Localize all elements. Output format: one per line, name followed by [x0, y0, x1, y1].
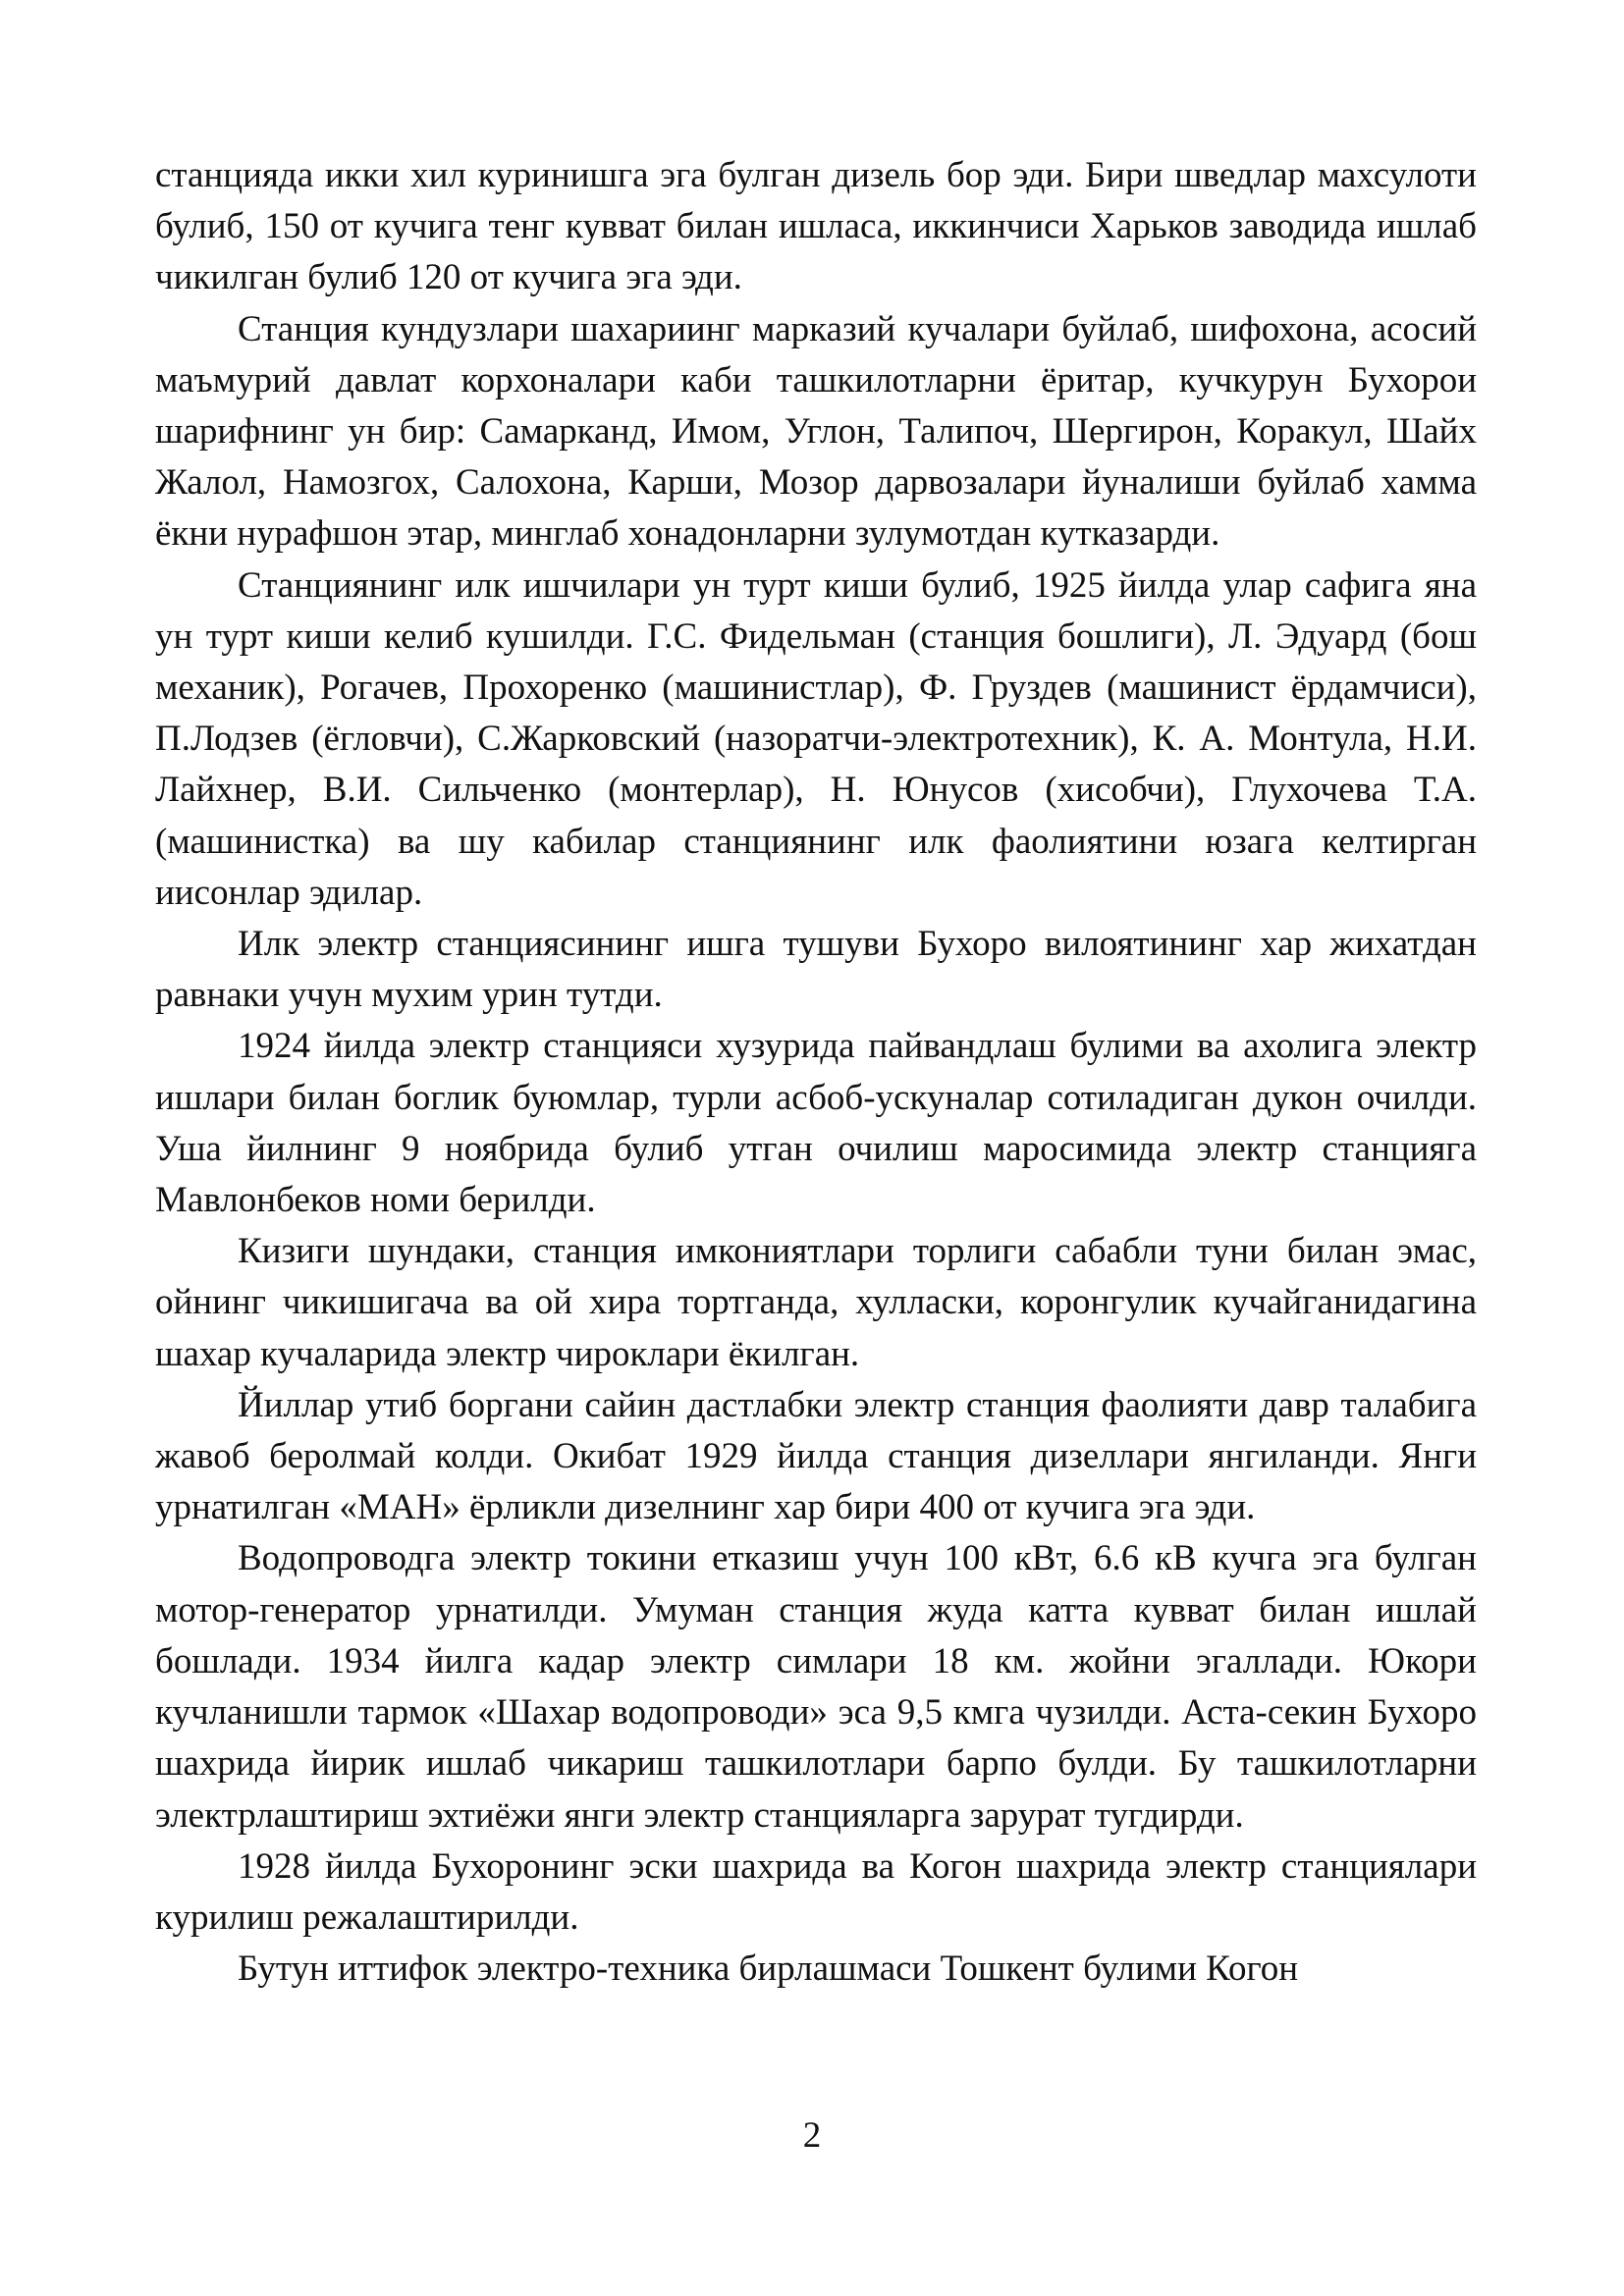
- paragraph-2: Станция кундузлари шахариинг марказий кучалари буйлаб, шифохона, асосий маъмурий давлат корхоналари каби ташкилотларни ёритар, кучкурун Бухорои шарифнинг ун бир: Самарканд, Имом, Углон, Талипоч, Шергирон, Коракул, Шайх Жалол, Намозгох, Салохона, Карши, Мозор дарвозалари йуналиши буйлаб хамма ёкни нурафшон этар, минглаб хонадонларни зулумотдан кутказарди.: [155, 308, 1477, 555]
- paragraph-10: Бутун иттифок электро-техника бирлашмаси Тошкент булими Когон: [238, 1949, 1299, 1990]
- paragraph-8: Водопроводга электр токини етказиш учун 100 кВт, 6.6 кВ кучга эга булган мотор-генератор урнатилди. Умуман станция жуда катта кувват билан ишлай бошлади. 1934 йилга кадар электр симлари 18 км. жойни эгаллади. Юкори кучланишли тармок «Шахар водопроводи» эса 9,5 кмга чузилди. Аста-секин Бухоро шахрида йирик ишлаб чикариш ташкилотлари барпо булди. Бу ташкилотларни электрлаштириш эхтиёжи янги электр станцияларга зарурат тугдирди.: [155, 1538, 1477, 1836]
- document-body: [155, 150, 1477, 1995]
- paragraph-9: 1928 йилда Бухоронинг эски шахрида ва Когон шахрида электр станциялари курилиш режалаштирилди.: [155, 1845, 1477, 1938]
- paragraph-1: станцияда икки хил куринишга эга булган дизель бор эди. Бири шведлар махсулоти булиб, 150 от кучига тенг кувват билан ишласа, иккинчиси Харьков заводида ишлаб чикилган булиб 120 от кучига эга эди.: [155, 155, 1477, 298]
- paragraph-6: Кизиги шундаки, станция имкониятлари торлиги сабабли туни билан эмас, ойнинг чикишигача ва ой хира тортганда, хулласки, коронгулик кучайганидагина шахар кучаларида электр чироклари ёкилган.: [155, 1231, 1477, 1374]
- paragraph-7: Йиллар утиб боргани сайин дастлабки электр станция фаолияти давр талабига жавоб беролмай колди. Окибат 1929 йилда станция дизеллари янгиланди. Янги урнатилган «МАН» ёрликли дизелнинг хар бири 400 от кучига эга эди.: [155, 1384, 1477, 1528]
- paragraph-5: 1924 йилда электр станцияси хузурида пайвандлаш булими ва ахолига электр ишлари билан боглик буюмлар, турли асбоб-ускуналар сотиладиган дукон очилди. Уша йилнинг 9 ноябрида булиб утган очилиш маросимида электр станцияга Мавлонбеков номи берилди.: [155, 1026, 1477, 1221]
- paragraph-4: Илк электр станциясининг ишга тушуви Бухоро вилоятининг хар жихатдан равнаки учун мухим урин тутди.: [155, 924, 1477, 1016]
- page-number: 2: [802, 2115, 822, 2156]
- paragraph-3: Станциянинг илк ишчилари ун турт киши булиб, 1925 йилда улар сафига яна ун турт киши келиб кушилди. Г.С. Фидельман (станция бошлиги), Л. Эдуард (бош механик), Рогачев, Прохоренко (машинистлар), Ф. Груздев (машинист ёрдамчиси), П.Лодзев (ёгловчи), С.Жарковский (назоратчи-электротехник), К. А. Монтула, Н.И. Лайхнер, В.И. Сильченко (монтерлар), Н. Юнусов (хисобчи), Глухочева Т.А. (машинистка) ва шу кабилар станциянинг илк фаолиятини юзага келтирган иисонлар эдилар.: [155, 564, 1477, 913]
